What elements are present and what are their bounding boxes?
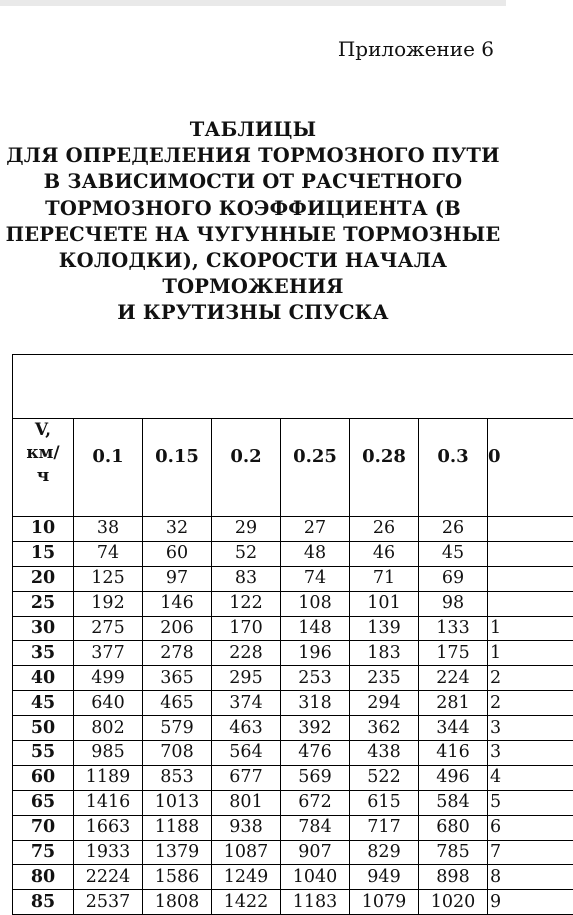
distance-cell: 32 — [143, 517, 212, 542]
distance-cell: 564 — [212, 741, 281, 766]
distance-cell: 985 — [74, 741, 143, 766]
distance-cell-clipped: 1 — [488, 641, 573, 666]
coefficient-header: 0.28 — [350, 419, 419, 517]
title-line: ТОРМОЗНОГО КОЭФФИЦИЕНТА (В — [45, 196, 461, 220]
distance-cell-clipped — [488, 517, 573, 542]
distance-cell: 496 — [419, 765, 488, 790]
table-row — [13, 517, 573, 542]
distance-cell: 206 — [143, 616, 212, 641]
speed-cell: 55 — [13, 741, 74, 766]
braking-distance-table-viewport[interactable] — [12, 354, 506, 912]
distance-cell-clipped: 2 — [488, 666, 573, 691]
speed-cell: 25 — [13, 591, 74, 616]
distance-cell: 228 — [212, 641, 281, 666]
distance-cell: 1808 — [143, 890, 212, 915]
distance-cell: 1416 — [74, 790, 143, 815]
table-row — [13, 790, 573, 815]
distance-cell: 26 — [350, 517, 419, 542]
table-row — [13, 591, 573, 616]
distance-cell: 294 — [350, 691, 419, 716]
distance-cell: 175 — [419, 641, 488, 666]
distance-cell: 1040 — [281, 865, 350, 890]
coefficient-header: 0 — [488, 419, 573, 517]
coefficient-header: 0.1 — [74, 419, 143, 517]
table-row — [13, 716, 573, 741]
speed-header-line: ч — [36, 466, 50, 486]
distance-cell: 615 — [350, 790, 419, 815]
speed-header-line: км/ — [26, 443, 60, 463]
distance-cell: 1188 — [143, 815, 212, 840]
distance-cell: 74 — [281, 566, 350, 591]
distance-cell: 45 — [419, 541, 488, 566]
table-row — [13, 566, 573, 591]
distance-cell: 295 — [212, 666, 281, 691]
speed-cell: 70 — [13, 815, 74, 840]
table-row — [13, 641, 573, 666]
distance-cell: 907 — [281, 840, 350, 865]
distance-cell: 438 — [350, 741, 419, 766]
speed-cell: 30 — [13, 616, 74, 641]
coefficient-header: 0.2 — [212, 419, 281, 517]
coefficient-header-row — [13, 419, 573, 517]
table-row — [13, 666, 573, 691]
appendix-label: Приложение 6 — [337, 37, 494, 61]
title-line: КОЛОДКИ), СКОРОСТИ НАЧАЛА — [58, 249, 448, 273]
distance-cell: 148 — [281, 616, 350, 641]
distance-cell: 365 — [143, 666, 212, 691]
title-line: ТАБЛИЦЫ — [189, 118, 317, 141]
speed-cell: 15 — [13, 541, 74, 566]
table-row — [13, 815, 573, 840]
distance-cell: 579 — [143, 716, 212, 741]
distance-cell: 1087 — [212, 840, 281, 865]
distance-cell: 374 — [212, 691, 281, 716]
table-row — [13, 865, 573, 890]
distance-cell: 139 — [350, 616, 419, 641]
speed-cell: 85 — [13, 890, 74, 915]
distance-cell: 170 — [212, 616, 281, 641]
distance-cell: 2224 — [74, 865, 143, 890]
distance-cell: 108 — [281, 591, 350, 616]
distance-cell: 463 — [212, 716, 281, 741]
distance-cell: 38 — [74, 517, 143, 542]
distance-cell: 71 — [350, 566, 419, 591]
speed-cell: 60 — [13, 765, 74, 790]
speed-cell: 75 — [13, 840, 74, 865]
distance-cell: 344 — [419, 716, 488, 741]
title-line: ПЕРЕСЧЕТЕ НА ЧУГУННЫЕ ТОРМОЗНЫЕ — [5, 222, 501, 246]
table-row — [13, 890, 573, 915]
title-line: ДЛЯ ОПРЕДЕЛЕНИЯ ТОРМОЗНОГО ПУТИ — [6, 144, 500, 168]
speed-cell: 65 — [13, 790, 74, 815]
distance-cell: 281 — [419, 691, 488, 716]
distance-cell: 69 — [419, 566, 488, 591]
table-body — [13, 517, 573, 915]
speed-cell: 50 — [13, 716, 74, 741]
distance-cell: 569 — [281, 765, 350, 790]
distance-cell: 1189 — [74, 765, 143, 790]
coefficient-header: 0.25 — [281, 419, 350, 517]
distance-cell: 522 — [350, 765, 419, 790]
distance-cell-clipped — [488, 591, 573, 616]
distance-cell-clipped: 4 — [488, 765, 573, 790]
distance-cell-clipped: 7 — [488, 840, 573, 865]
distance-cell: 465 — [143, 691, 212, 716]
distance-cell: 476 — [281, 741, 350, 766]
distance-cell-clipped: 6 — [488, 815, 573, 840]
distance-cell: 938 — [212, 815, 281, 840]
document-title — [0, 117, 506, 327]
distance-cell: 1586 — [143, 865, 212, 890]
braking-distance-table — [12, 354, 573, 915]
title-line: В ЗАВИСИМОСТИ ОТ РАСЧЕТНОГО — [43, 170, 463, 194]
table-row — [13, 691, 573, 716]
distance-cell: 949 — [350, 865, 419, 890]
coefficient-header: 0.15 — [143, 419, 212, 517]
speed-column-header — [13, 419, 74, 517]
distance-cell-clipped: 9 — [488, 890, 573, 915]
distance-cell-clipped — [488, 541, 573, 566]
distance-cell: 784 — [281, 815, 350, 840]
table-row — [13, 541, 573, 566]
distance-cell: 1933 — [74, 840, 143, 865]
top-status-strip — [0, 0, 506, 6]
distance-cell: 318 — [281, 691, 350, 716]
distance-cell: 46 — [350, 541, 419, 566]
distance-cell: 392 — [281, 716, 350, 741]
distance-cell-clipped: 3 — [488, 716, 573, 741]
distance-cell: 362 — [350, 716, 419, 741]
distance-cell: 2537 — [74, 890, 143, 915]
distance-cell: 146 — [143, 591, 212, 616]
distance-cell: 97 — [143, 566, 212, 591]
distance-cell: 499 — [74, 666, 143, 691]
distance-cell-clipped: 5 — [488, 790, 573, 815]
distance-cell: 183 — [350, 641, 419, 666]
distance-cell: 640 — [74, 691, 143, 716]
table-top-header-cell — [13, 355, 573, 419]
distance-cell: 1379 — [143, 840, 212, 865]
distance-cell: 48 — [281, 541, 350, 566]
distance-cell: 196 — [281, 641, 350, 666]
table-row — [13, 616, 573, 641]
distance-cell: 52 — [212, 541, 281, 566]
table-row — [13, 840, 573, 865]
speed-cell: 80 — [13, 865, 74, 890]
distance-cell: 717 — [350, 815, 419, 840]
distance-cell: 224 — [419, 666, 488, 691]
distance-cell: 801 — [212, 790, 281, 815]
table-row — [13, 765, 573, 790]
speed-cell: 40 — [13, 666, 74, 691]
distance-cell: 1249 — [212, 865, 281, 890]
distance-cell: 253 — [281, 666, 350, 691]
distance-cell: 829 — [350, 840, 419, 865]
distance-cell: 133 — [419, 616, 488, 641]
distance-cell: 672 — [281, 790, 350, 815]
distance-cell: 125 — [74, 566, 143, 591]
distance-cell: 785 — [419, 840, 488, 865]
speed-cell: 10 — [13, 517, 74, 542]
distance-cell-clipped: 1 — [488, 616, 573, 641]
distance-cell-clipped — [488, 566, 573, 591]
distance-cell-clipped: 3 — [488, 741, 573, 766]
speed-cell: 45 — [13, 691, 74, 716]
distance-cell: 898 — [419, 865, 488, 890]
distance-cell: 74 — [74, 541, 143, 566]
distance-cell: 235 — [350, 666, 419, 691]
distance-cell: 1183 — [281, 890, 350, 915]
coefficient-header: 0.3 — [419, 419, 488, 517]
title-line: И КРУТИЗНЫ СПУСКА — [117, 301, 389, 325]
distance-cell: 278 — [143, 641, 212, 666]
distance-cell: 83 — [212, 566, 281, 591]
distance-cell: 377 — [74, 641, 143, 666]
distance-cell: 1422 — [212, 890, 281, 915]
distance-cell: 98 — [419, 591, 488, 616]
distance-cell: 29 — [212, 517, 281, 542]
speed-header-line: V, — [34, 420, 52, 440]
distance-cell: 192 — [74, 591, 143, 616]
distance-cell: 584 — [419, 790, 488, 815]
distance-cell: 677 — [212, 765, 281, 790]
table-row — [13, 741, 573, 766]
distance-cell-clipped: 8 — [488, 865, 573, 890]
distance-cell: 1079 — [350, 890, 419, 915]
distance-cell: 416 — [419, 741, 488, 766]
distance-cell: 708 — [143, 741, 212, 766]
distance-cell: 60 — [143, 541, 212, 566]
distance-cell: 853 — [143, 765, 212, 790]
distance-cell: 101 — [350, 591, 419, 616]
distance-cell: 1020 — [419, 890, 488, 915]
speed-cell: 20 — [13, 566, 74, 591]
distance-cell: 802 — [74, 716, 143, 741]
distance-cell: 275 — [74, 616, 143, 641]
speed-cell: 35 — [13, 641, 74, 666]
distance-cell: 26 — [419, 517, 488, 542]
distance-cell: 1663 — [74, 815, 143, 840]
distance-cell: 122 — [212, 591, 281, 616]
distance-cell: 27 — [281, 517, 350, 542]
distance-cell: 1013 — [143, 790, 212, 815]
distance-cell-clipped: 2 — [488, 691, 573, 716]
title-line: ТОРМОЖЕНИЯ — [162, 275, 344, 299]
distance-cell: 680 — [419, 815, 488, 840]
